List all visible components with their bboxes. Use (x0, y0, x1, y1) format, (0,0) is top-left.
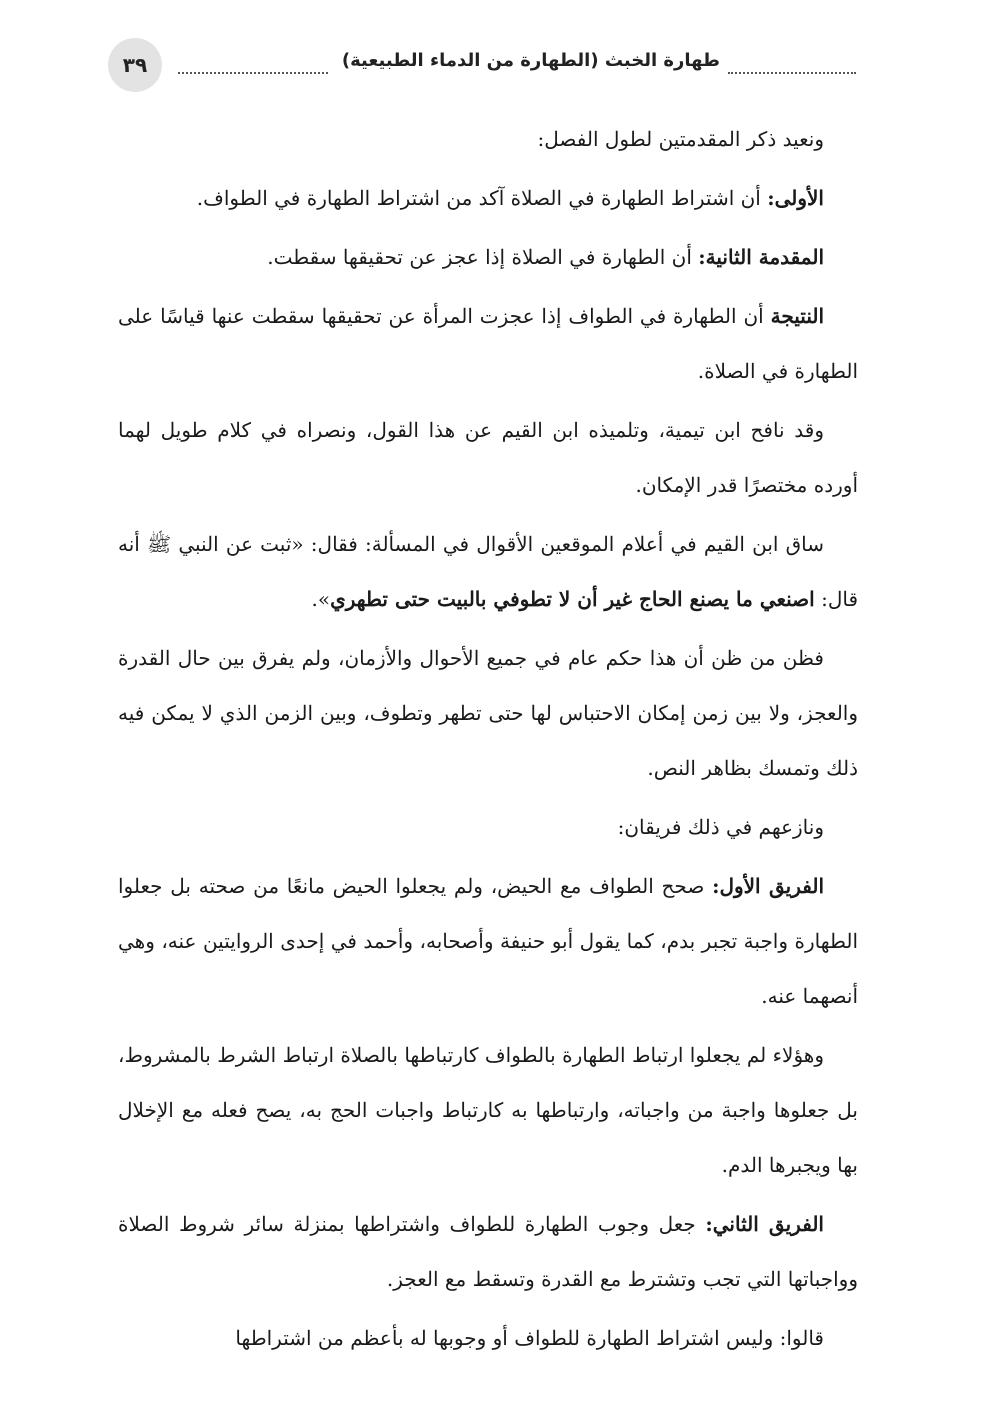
header-dotted-rule-right (728, 72, 856, 74)
paragraph-lead: الفريق الثاني: (705, 1212, 824, 1236)
paragraph-text-tail: ». (311, 587, 331, 611)
paragraph (118, 289, 858, 399)
paragraph-text: أن اشتراط الطهارة في الصلاة آكد من اشتراط الطهارة في الطواف. (196, 186, 768, 210)
paragraph (118, 1028, 858, 1193)
paragraph (118, 800, 858, 855)
paragraph-text: ونعيد ذكر المقدمتين لطول الفصل: (537, 127, 824, 151)
paragraph-text: ساق ابن القيم في أعلام الموقعين الأقوال في المسألة: فقال: «ثبت عن النبي ﷺ أنه قال: (118, 532, 858, 611)
paragraph (118, 1197, 858, 1307)
paragraph (118, 230, 858, 285)
page-body (118, 112, 858, 1370)
paragraph-text: قالوا: وليس اشتراط الطهارة للطواف أو وجوبها له بأعظم من اشتراطها (235, 1326, 824, 1350)
paragraph-text: صحح الطواف مع الحيض، ولم يجعلوا الحيض مانعًا من صحته بل جعلوا الطهارة واجبة تجبر بدم، كما يقول أبو حنيفة وأصحابه، وأحمد في إحدى الروايتين عنه، وهي أنصهما عنه. (118, 874, 858, 1008)
paragraph-lead: النتيجة (770, 304, 824, 328)
paragraph (118, 403, 858, 513)
paragraph (118, 517, 858, 627)
paragraph-text: جعل وجوب الطهارة للطواف واشتراطها بمنزلة سائر شروط الصلاة وواجباتها التي تجب وتشترط مع القدرة وتسقط مع العجز. (118, 1212, 858, 1291)
paragraph-lead: المقدمة الثانية: (698, 245, 824, 269)
paragraph-lead: الأولى: (767, 186, 824, 210)
paragraph-text: ونازعهم في ذلك فريقان: (617, 815, 824, 839)
paragraph-text: وقد نافح ابن تيمية، وتلميذه ابن القيم عن هذا القول، ونصراه في كلام طويل لهما أورده مختصرًا قدر الإمكان. (118, 418, 858, 497)
paragraph-text: فظن من ظن أن هذا حكم عام في جميع الأحوال والأزمان، ولم يفرق بين حال القدرة والعجز، ولا بين زمن إمكان الاحتباس لها حتى تطهر وتطوف، وبين الزمن الذي لا يمكن فيه ذلك وتمسك بظاهر النص. (118, 646, 858, 780)
paragraph-text: وهؤلاء لم يجعلوا ارتباط الطهارة بالطواف كارتباطها بالصلاة ارتباط الشرط بالمشروط، بل جعلوها واجبة من واجباته، وارتباطها به كارتباط واجبات الحج به، يصح فعله مع الإخلال بها ويجبرها الدم. (118, 1043, 858, 1177)
paragraph (118, 112, 858, 167)
page-header (108, 38, 856, 98)
paragraph (118, 1311, 858, 1366)
paragraph-text: أن الطهارة في الطواف إذا عجزت المرأة عن تحقيقها سقطت عنها قياسًا على الطهارة في الصلاة. (118, 304, 858, 383)
hadith-quote: اصنعي ما يصنع الحاج غير أن لا تطوفي بالبيت حتى تطهري (330, 587, 815, 611)
paragraph-lead: الفريق الأول: (712, 874, 824, 898)
paragraph (118, 171, 858, 226)
paragraph (118, 859, 858, 1024)
page-number-badge: ٣٩ (108, 38, 162, 92)
running-title: طهارة الخبث (الطهارة من الدماء الطبيعية) (341, 50, 720, 71)
paragraph-text: أن الطهارة في الصلاة إذا عجز عن تحقيقها سقطت. (267, 245, 699, 269)
paragraph (118, 631, 858, 796)
header-dotted-rule-left (178, 72, 328, 74)
